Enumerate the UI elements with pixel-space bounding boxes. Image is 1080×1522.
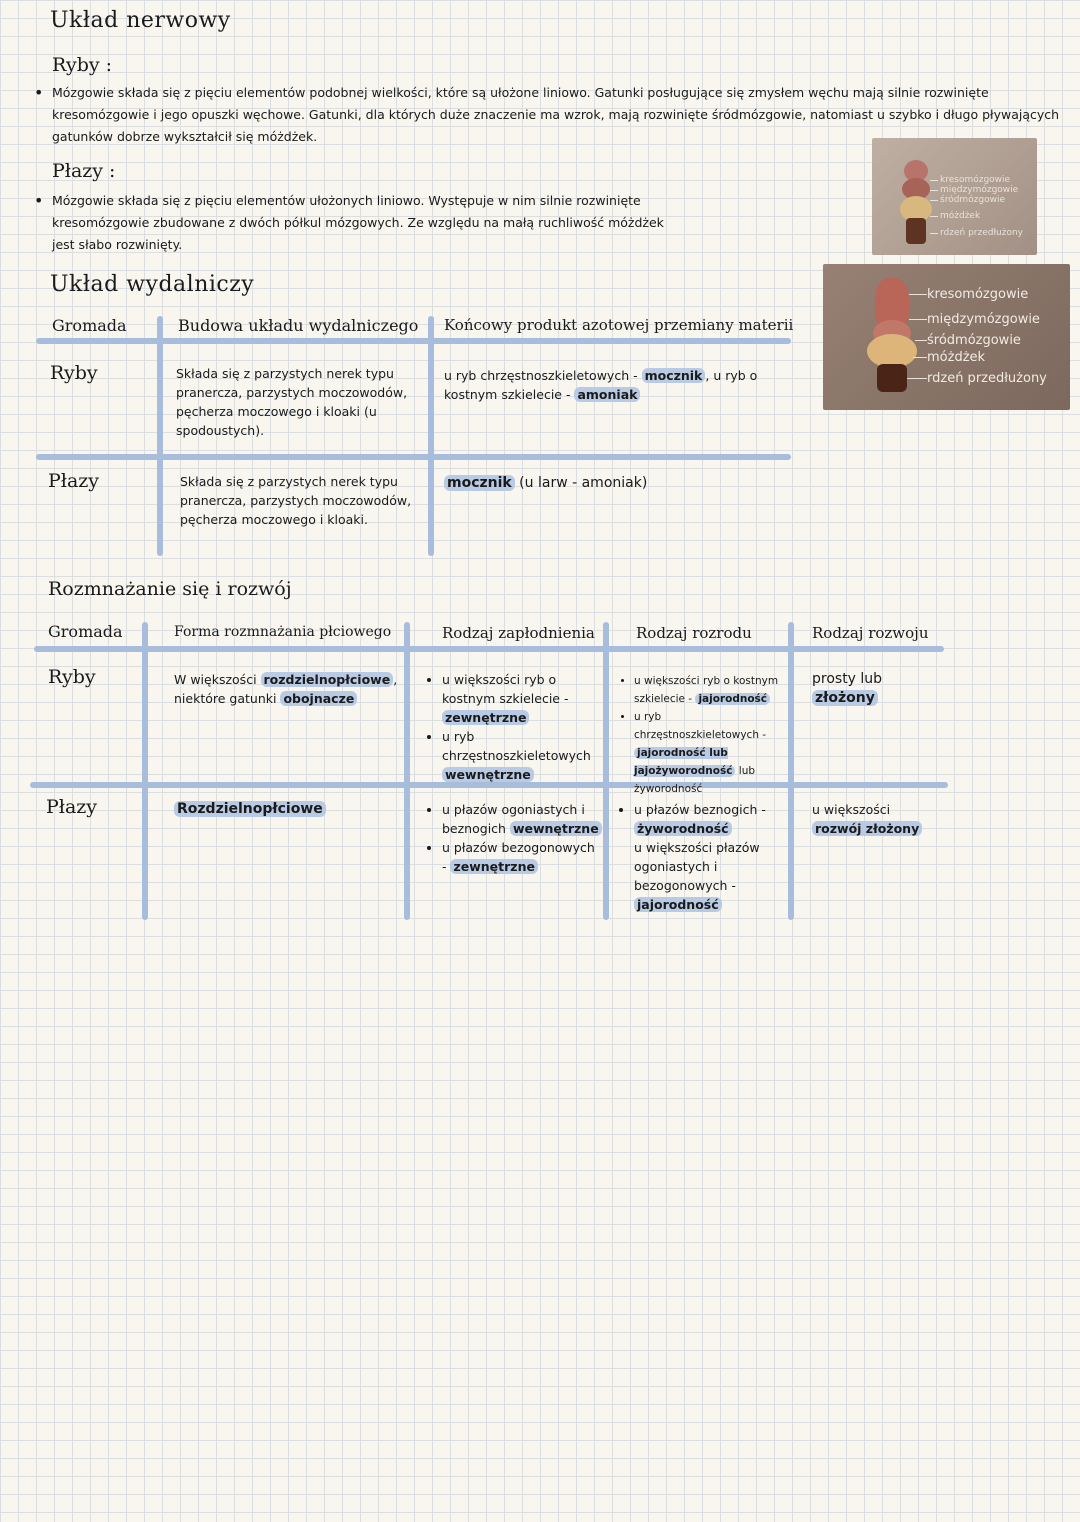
reproduction-header-breeding: Rodzaj rozrodu <box>636 624 752 642</box>
excretory-header-structure: Budowa układu wydalniczego <box>178 316 419 335</box>
bullet-icon: • <box>34 191 44 210</box>
highlight: zewnętrzne <box>442 710 529 725</box>
list-item: • u większości ryb o kostnym szkielecie - jajorodność <box>634 672 786 708</box>
reproduction-col-line-2 <box>404 622 410 920</box>
reproduction-header-form: Forma rozmnażania płciowego <box>174 624 392 640</box>
list-item: • u ryb chrzęstnoszkieletowych wewnętrzne <box>442 727 602 784</box>
reproduction-col-line-3 <box>603 622 609 920</box>
excretory-row-amphibian-label: Płazy <box>48 470 100 492</box>
highlight: zewnętrzne <box>450 859 537 874</box>
reproduction-header-group: Gromada <box>48 622 123 641</box>
amphibian-brain-paragraph <box>34 190 674 256</box>
amphibian-brain-text: Mózgowie składa się z pięciu elementów ułożonych liniowo. Występuje w nim silnie rozwinięte kresomózgowie zbudowane z dwóch półkul mózgowych. Ze względu na małą ruchliwość móżdżek jest słabo rozwinięty. <box>52 193 664 252</box>
highlight: jajorodność lub jajożyworodność <box>634 747 735 777</box>
amphibian-figure-label-5: rdzeń przedłużony <box>927 371 1047 386</box>
excretory-table-col-line-2 <box>428 316 434 556</box>
fish-figure-label-2: międzymózgowie <box>940 185 1019 195</box>
reproduction-fish-form: W większości rozdzielnopłciowe , niektóre gatunki obojnacze <box>174 672 398 706</box>
reproduction-amphibian-form <box>174 800 400 819</box>
reproduction-header-fertilization: Rodzaj zapłodnienia <box>442 624 595 642</box>
fish-brain-figure <box>872 138 1037 255</box>
reproduction-amphibian-development: u większości rozwój złożony <box>812 800 938 838</box>
highlight: mocznik <box>444 475 515 491</box>
reproduction-row-amphibian-label: Płazy <box>46 796 98 818</box>
amphibian-heading: Płazy : <box>52 160 116 182</box>
excretory-table-row-line <box>36 454 791 460</box>
excretory-row-fish-structure: Składa się z parzystych nerek typu pranercza, parzystych moczowodów, pęcherza moczowego i kloaki (u spodoustych). <box>176 366 408 438</box>
amphibian-brain-figure <box>823 264 1070 410</box>
fish-brain-text: Mózgowie składa się z pięciu elementów podobnej wielkości, które są ułożone liniowo. Gatunki posługujące się zmysłem węchu mają silnie rozwinięte kresomózgowie i jego opuszki węchowe. Gatunki, dla których duże znaczenie ma wzrok, mają rozwinięte śródmózgowie, natomiast u szybko i długo pływających gatunków dobrze wykształcił się móżdżek. <box>52 85 1060 144</box>
list-item: • u ryb chrzęstnoszkieletowych - jajorodność lub jajożyworodność lub żyworodność <box>634 708 786 798</box>
highlight: rozdzielnopłciowe <box>261 672 394 687</box>
reproduction-fish-development: prosty lub złożony <box>812 671 883 706</box>
amphibian-figure-label-2: międzymózgowie <box>927 312 1040 327</box>
reproduction-row-fish-label: Ryby <box>48 666 96 688</box>
excretory-header-group: Gromada <box>52 316 127 335</box>
highlight: mocznik <box>642 368 706 383</box>
reproduction-fish-breeding <box>620 672 786 798</box>
reproduction-table-header-line <box>34 646 944 652</box>
highlight: Rozdzielnopłciowe <box>174 801 326 817</box>
fish-heading: Ryby : <box>52 54 113 76</box>
amphibian-figure-label-1: kresomózgowie <box>927 287 1029 302</box>
excretory-row-fish-product: u ryb chrzęstnoszkieletowych - mocznik , u ryb o kostnym szkielecie - amoniak <box>444 368 758 402</box>
fish-figure-label-5: rdzeń przedłużony <box>940 228 1023 238</box>
fish-figure-label-1: kresomózgowie <box>940 175 1011 185</box>
reproduction-header-development: Rodzaj rozwoju <box>812 624 929 642</box>
list-item: u większości płazów ogoniastych i bezogonowych - jajorodność <box>634 840 760 912</box>
excretory-header-product: Końcowy produkt azotowej przemiany materii <box>444 316 794 334</box>
highlight: żyworodność <box>634 821 732 836</box>
reproduction-amphibian-breeding <box>620 800 786 914</box>
amphibian-figure-label-4: móżdżek <box>927 350 986 365</box>
nervous-system-title: Układ nerwowy <box>50 8 231 33</box>
list-item: • u większości ryb o kostnym szkielecie - zewnętrzne <box>442 670 602 727</box>
highlight: wewnętrzne <box>510 821 602 836</box>
bullet-icon: • <box>34 83 44 102</box>
amphibian-figure-label-3: śródmózgowie <box>927 333 1021 348</box>
excretory-row-fish-label: Ryby <box>50 362 98 384</box>
highlight: amoniak <box>574 387 640 402</box>
list-item: • u płazów bezogonowych - zewnętrzne <box>442 838 602 876</box>
list-item: • u płazów beznogich - żyworodność <box>634 800 786 838</box>
list-item: • u płazów ogoniastych i beznogich wewnętrzne <box>442 800 602 838</box>
reproduction-title: Rozmnażanie się i rozwój <box>48 578 292 600</box>
reproduction-col-line-4 <box>788 622 794 920</box>
highlight: złożony <box>812 690 878 706</box>
highlight: obojnacze <box>280 691 357 706</box>
highlight: wewnętrzne <box>442 767 534 782</box>
excretory-row-amphibian-structure: Składa się z parzystych nerek typu pranercza, parzystych moczowodów, pęcherza moczowego i kloaki. <box>180 474 412 527</box>
highlight: jajorodność <box>634 897 722 912</box>
fish-figure-label-3: śródmózgowie <box>940 195 1006 205</box>
excretory-table-header-line <box>36 338 791 344</box>
fish-figure-label-4: móżdżek <box>940 211 981 221</box>
excretory-table-col-line-1 <box>157 316 163 556</box>
excretory-system-title: Układ wydalniczy <box>50 272 255 297</box>
reproduction-amphibian-fertilization <box>428 800 602 876</box>
excretory-row-amphibian-product: mocznik (u larw - amoniak) <box>444 474 774 493</box>
reproduction-fish-fertilization <box>428 670 602 784</box>
highlight: jajorodność <box>695 693 770 705</box>
reproduction-col-line-1 <box>142 622 148 920</box>
highlight: rozwój złożony <box>812 821 922 836</box>
